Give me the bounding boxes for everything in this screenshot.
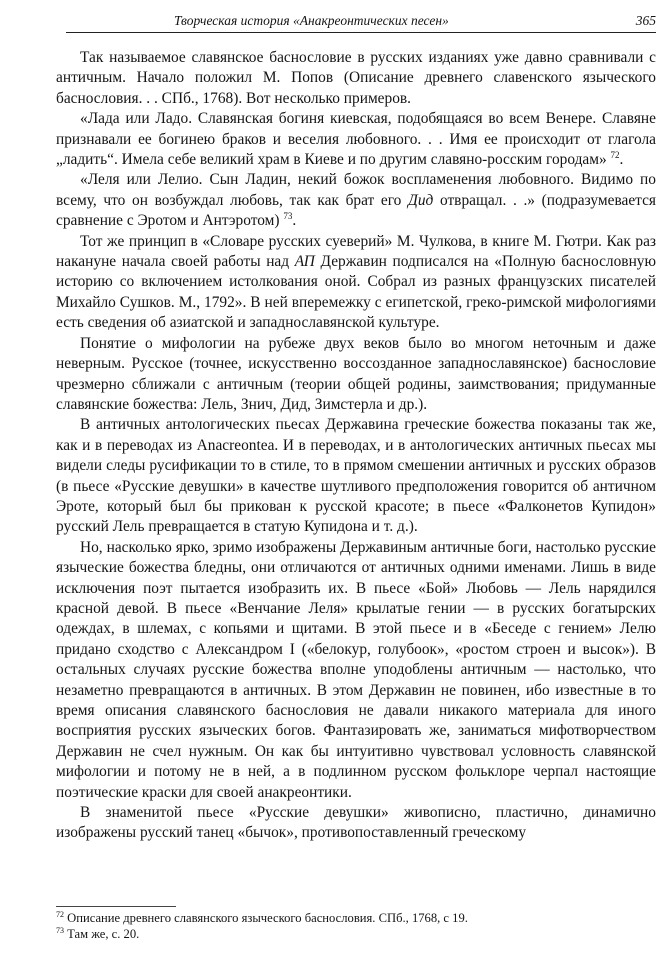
footnote xyxy=(56,910,656,926)
footnote xyxy=(56,926,656,942)
paragraph-text: отвращал. . .» (подразумевается сравнение с Эротом и Антэротом) xyxy=(56,191,656,230)
paragraph-text: Но, насколько ярко, зримо изображены Державиным античные боги, настолько русские языческие божества бледны, они отличаются от античных одними именами. Лишь в виде исключения поэт пытается изобразить их. В пьесе «Бой» Любовь — Лель нарядился красной девой. В пьесе «Венчание Леля» крылатые гении — в русских богатырских одеждах, в шлемах, с копьями и щитами. В этой пьесе и в «Беседе с гением» Лелю придано сходство с Александром I («белокур, голубоок», «ростом строен и высок»). В остальных случаях русские божества вполне уподоблены античным — настолько, что незаметно превращаются в античных. В этом Державин не повинен, ибо известные в то время описания славянского баснословия не давали никакого материала для иного восприятия русских языческих богов. Фантазировать же, заниматься мифотворчеством Державин не счел нужным. Он как бы интуитивно чувствовал условность славянской мифологии и потому не в ней, а в подлинном русском фольклоре черпал настоящие поэтические краски для своей анакреонтики. xyxy=(56,538,656,801)
paragraph-text: Так называемое славянское баснословие в русских изданиях уже давно сравнивали с античным. Начало положил М. Попов (Описание древнего славенского языческого баснословия. . . СПб., 1768). Вот несколько примеров. xyxy=(56,49,656,107)
footnote-text: Там же, с. 20. xyxy=(64,927,140,941)
paragraph xyxy=(56,538,656,803)
paragraph-text: . xyxy=(292,212,297,230)
italic-text: АП xyxy=(294,253,315,271)
italic-text: Дид xyxy=(408,191,434,209)
paragraph xyxy=(56,109,656,170)
paragraph xyxy=(56,170,656,231)
footnote-ref: 72 xyxy=(610,149,620,160)
footnotes xyxy=(56,910,656,942)
paragraph xyxy=(56,48,656,109)
paragraph xyxy=(56,334,656,416)
paragraph-text: В античных антологических пьесах Державина греческие божества показаны так же, как и в переводах из Anacreontea. И в переводах, и в антологических античных пьесах мы видели следы русификации то в стиле, то в прямом смешении античных и русских образов (в пьесе «Русские девушки» в качестве шутливого предположения говорится об античном Эроте, который был бы прикован к русской красоте; в пьесе «Фалконетов Купидон» русский Лель превращается в статую Купидона и т. д.). xyxy=(56,416,656,536)
footnote-number: 72 xyxy=(56,909,64,919)
footnote-number: 73 xyxy=(56,925,64,935)
paragraph-text: Тот же принцип в «Словаре русских суеверий» М. Чулкова, в книге М. Гютри. Как раз накануне начала своей работы над xyxy=(56,232,656,271)
paragraph-text: Державин подписался на «Полную баснословную историю со включением истолкования оной. Собрал из разных французских писателей Михайло Сушков. М., 1792». В ней вперемежку с египетской, греко-римской мифологиями есть сведения об азиатской и западнославянской культуре. xyxy=(56,253,657,332)
paragraph-text: В знаменитой пьесе «Русские девушки» живописно, пластично, динамично изображены русский танец «бычок», противопоставленный греческому xyxy=(56,804,656,842)
paragraph-text: Понятие о мифологии на рубеже двух веков было во многом неточным и даже неверным. Русское (точнее, искусственно воссозданное западнославянское) баснословие чрезмерно сближали с античным (теории общей родины, заимствования; придуманные славянские божества: Лель, Знич, Дид, Зимстерла и др.). xyxy=(56,334,656,413)
running-title: Творческая история «Анакреонтических песен» xyxy=(174,13,449,28)
paragraph-text: «Леля или Лелио. Сын Ладин, некий божок воспламенения любовного. Видимо по всему, что он возбуждал любовь, так как брат его xyxy=(56,171,656,209)
body-text xyxy=(56,48,656,844)
footnote-divider xyxy=(56,906,176,907)
paragraph xyxy=(56,415,656,537)
paragraph-text: «Лада или Ладо. Славянская богиня киевская, подобящаяся во всем Венере. Славяне признавали ее богинею браков и веселия любовного. . . Имя ее происходит от глагола „ладить“. Имела себе великий храм в Киеве и по другим славяно-росским городам» xyxy=(56,110,656,169)
paragraph xyxy=(56,232,656,334)
footnote-text: Описание древнего славянского языческого баснословия. СПб., 1768, с 19. xyxy=(64,911,468,925)
paragraph-text: . xyxy=(619,151,624,169)
running-header xyxy=(66,10,656,33)
page-number: 365 xyxy=(635,13,656,28)
paragraph xyxy=(56,803,656,844)
footnote-ref: 73 xyxy=(283,211,293,222)
